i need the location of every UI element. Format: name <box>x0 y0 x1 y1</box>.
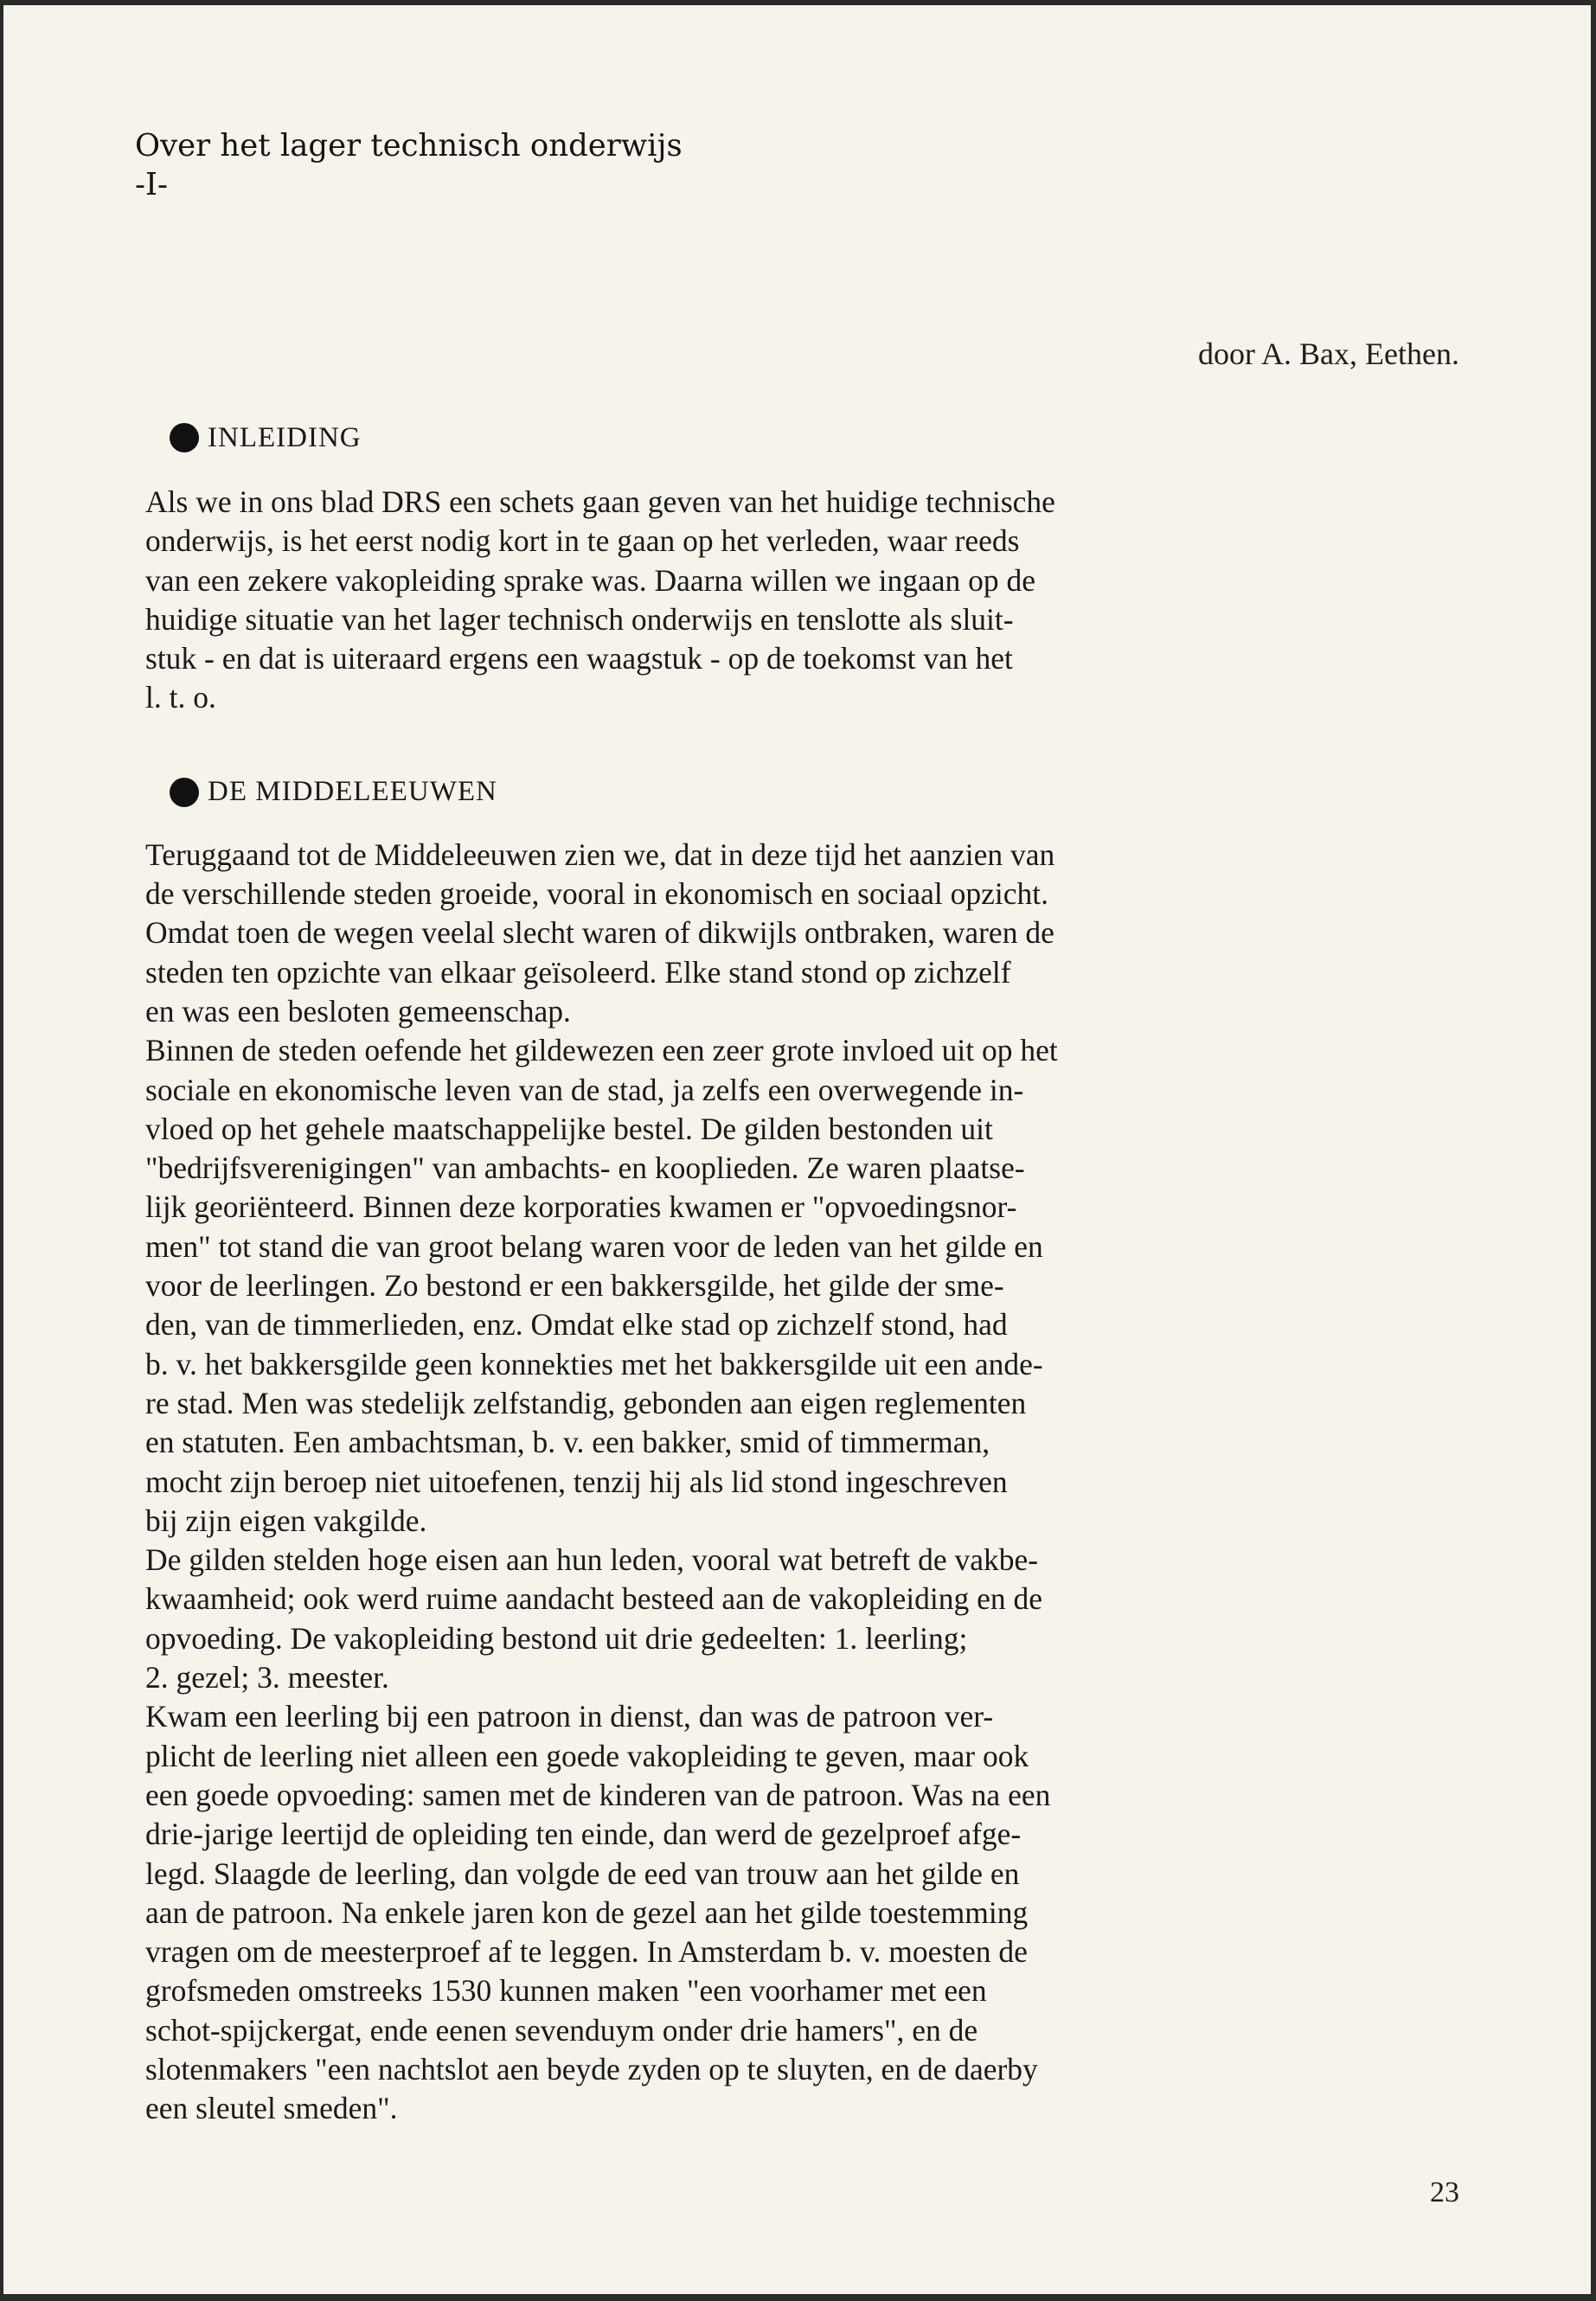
text-line: huidige situatie van het lager technisch onderwijs en tenslotte als sluit- <box>145 601 1014 637</box>
text-line: aan de patroon. Na enkele jaren kon de gezel aan het gilde toestemming <box>145 1894 1029 1930</box>
text-line: vragen om de meesterproef af te leggen. In Amsterdam b. v. moesten de <box>145 1934 1028 1970</box>
text-line: legd. Slaagde de leerling, dan volgde de eed van trouw aan het gilde en <box>145 1856 1020 1891</box>
text-line: Als we in ons blad DRS een schets gaan geven van het huidige technische <box>145 484 1055 519</box>
page-number: 23 <box>1430 2176 1459 2208</box>
text-line: Omdat toen de wegen veelal slecht waren of dikwijls ontbraken, waren de <box>145 915 1054 951</box>
text-line: van een zekere vakopleiding sprake was. Daarna willen we ingaan op de <box>145 562 1036 598</box>
section-inleiding <box>145 412 1460 718</box>
section-heading <box>145 766 1460 818</box>
section-middeleeuwen <box>145 766 1460 2129</box>
text-line: schot-spijckergat, ende eenen sevenduym onder drie hamers", en de <box>145 2012 978 2048</box>
text-line: den, van de timmerlieden, enz. Omdat elke stad op zichzelf stond, had <box>145 1307 1008 1343</box>
text-line: 2. gezel; 3. meester. <box>145 1660 389 1695</box>
text-line: onderwijs, is het eerst nodig kort in te gaan op het verleden, waar reeds <box>145 523 1020 559</box>
text-line: grofsmeden omstreeks 1530 kunnen maken "een voorhamer met een <box>145 1973 987 2009</box>
text-line: Teruggaand tot de Middeleeuwen zien we, dat in deze tijd het aanzien van <box>145 836 1055 872</box>
text-line: sociale en ekonomische leven van de stad, ja zelfs een overwegende in- <box>145 1072 1024 1107</box>
text-line: men" tot stand die van groot belang waren voor de leden van het gilde en <box>145 1228 1043 1264</box>
text-line: kwaamheid; ook werd ruime aandacht besteed aan de vakopleiding en de <box>145 1581 1042 1617</box>
text-line: vloed op het gehele maatschappelijke bestel. De gilden bestonden uit <box>145 1111 993 1146</box>
text-line: De gilden stelden hoge eisen aan hun leden, vooral wat betreft de vakbe- <box>145 1542 1039 1578</box>
text-line: een sleutel smeden". <box>145 2091 398 2126</box>
text-line: Kwam een leerling bij een patroon in dienst, dan was de patroon ver- <box>145 1699 994 1734</box>
section-heading <box>145 412 1460 464</box>
text-line: b. v. het bakkersgilde geen konnekties met het bakkersgilde uit een ande- <box>145 1346 1043 1381</box>
text-line: "bedrijfsverenigingen" van ambachts- en kooplieden. Ze waren plaatse- <box>145 1150 1025 1186</box>
text-line: plicht de leerling niet alleen een goede vakopleiding te geven, maar ook <box>145 1738 1029 1773</box>
author-byline: door A. Bax, Eethen. <box>1198 336 1459 371</box>
bullet-icon <box>170 423 199 452</box>
title-line-2: -I- <box>135 167 169 203</box>
text-line: een goede opvoeding: samen met de kinderen van de patroon. Was na een <box>145 1777 1051 1812</box>
text-line: opvoeding. De vakopleiding bestond uit drie gedeelten: 1. leerling; <box>145 1620 968 1656</box>
bullet-icon <box>170 778 199 807</box>
article-body <box>145 412 1460 2129</box>
text-line: lijk georiënteerd. Binnen deze korporaties kwamen er "opvoedingsnor- <box>145 1189 1017 1225</box>
section-paragraph <box>145 836 1460 2129</box>
title-line-1: Over het lager technisch onderwijs <box>135 128 683 163</box>
section-paragraph <box>145 483 1460 718</box>
text-line: bij zijn eigen vakgilde. <box>145 1503 427 1538</box>
text-line: en was een besloten gemeenschap. <box>145 993 571 1029</box>
text-line: en statuten. Een ambachtsman, b. v. een bakker, smid of timmerman, <box>145 1425 990 1460</box>
section-heading-text: INLEIDING <box>208 421 362 453</box>
section-heading-text: DE MIDDELEEUWEN <box>208 776 497 808</box>
text-line: stuk - en dat is uiteraard ergens een waagstuk - op de toekomst van het <box>145 641 1013 676</box>
text-line: l. t. o. <box>145 680 216 715</box>
text-line: re stad. Men was stedelijk zelfstandig, gebonden aan eigen reglementen <box>145 1385 1027 1420</box>
article-title <box>135 126 683 205</box>
text-line: drie-jarige leertijd de opleiding ten einde, dan werd de gezelproef afge- <box>145 1817 1022 1852</box>
text-line: slotenmakers "een nachtslot aen beyde zyden op te sluyten, en de daerby <box>145 2051 1038 2086</box>
text-line: de verschillende steden groeide, vooral in ekonomisch en sociaal opzicht. <box>145 876 1048 912</box>
text-line: voor de leerlingen. Zo bestond er een bakkersgilde, het gilde der sme- <box>145 1268 1004 1304</box>
text-line: mocht zijn beroep niet uitoefenen, tenzij hij als lid stond ingeschreven <box>145 1464 1008 1499</box>
text-line: steden ten opzichte van elkaar geïsoleerd. Elke stand stond op zichzelf <box>145 954 1011 990</box>
document-page <box>3 5 1591 2294</box>
text-line: Binnen de steden oefende het gildewezen een zeer grote invloed uit op het <box>145 1033 1058 1068</box>
